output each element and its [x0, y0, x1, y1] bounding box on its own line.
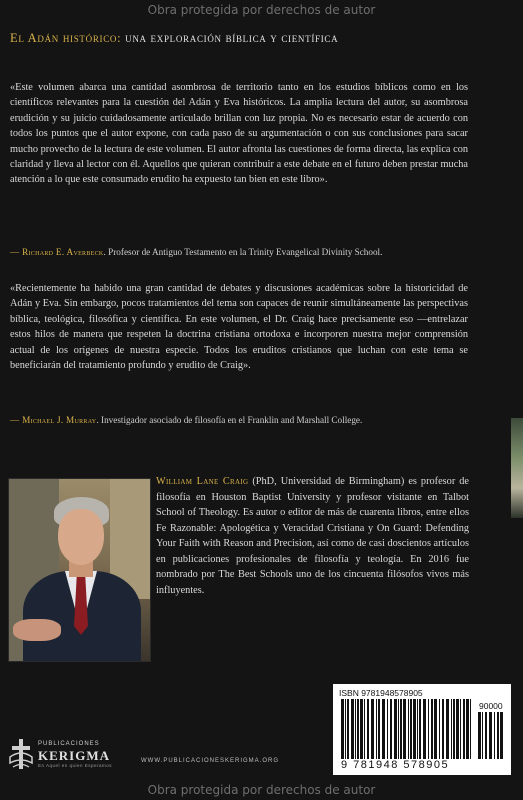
author-bio [156, 474, 469, 598]
endorsement-attribution-2 [10, 415, 480, 425]
author-photo [8, 478, 151, 662]
endorser-role: . Investigador asociado de filosofía en el Franklin and Marshall College. [96, 415, 363, 425]
author-name: William Lane Craig [156, 476, 249, 487]
publisher-emblem-icon [8, 737, 34, 771]
endorsement-attribution-1 [10, 247, 480, 257]
addon-barcode-bars [478, 712, 506, 759]
endorsement-quote-2: «Recientemente ha habido una gran cantidad de debates y discusiones académicas sobre la historicidad de Adán y Eva. Sin embargo, pocos tratamientos del tema son capaces de reunir simultáneamente las perspectivas bíblica, teológica, filosófica y científica. En este volumen, el Dr. Craig hace precisamente eso —entrelazar estos hilos de manera que respeten la doctrina cristiana ortodoxa e incorporen nuestra mejor comprensión actual de los orígenes de nuestra especie. Todos los eruditos cristianos que luchan con este tema se beneficiarán del tratamiento profundo y erudito de Craig». [10, 283, 468, 372]
publisher-logo [8, 737, 34, 776]
copyright-watermark-top: Obra protegida por derechos de autor [147, 3, 376, 17]
barcode-bars [341, 699, 473, 759]
title-part-main: El Adán histórico: [10, 31, 122, 45]
barcode-digits: 9 781948 578905 [341, 759, 450, 771]
publisher-name: KERIGMA [38, 748, 110, 763]
author-bio-text: (PhD, Universidad de Birmingham) es profesor de filosofía en Houston Baptist University y profesor visitante en Talbot School of Theology. Es autor o editor de más de cuarenta libros, entre ellos Fe Razonable: Apologética y Veracidad Cristiana y On Guard: Defending Your Faith with Reason and Precision, así como de casi doscientos artículos en publicaciones profesionales de filosofía y teología. En 2016 fue nombrado por The Best Schools uno de los cincuenta filósofos vivos más influyentes. [156, 476, 469, 596]
title-part-subtitle: una exploración bíblica y científica [121, 31, 339, 45]
endorser-name: — Richard E. Averbeck [10, 247, 104, 257]
copyright-watermark-bottom: Obra protegida por derechos de autor [147, 783, 376, 797]
book-title [10, 31, 338, 46]
endorsement-quote-1: «Este volumen abarca una cantidad asombrosa de territorio tanto en los estudios bíblicos como en los científicos relevantes para la cuestión del Adán y Eva históricos. La amplia lectura del autor, su asombrosa erudición y su juicio cuidadosamente articulado brillan con luz propia. No es necesario estar de acuerdo con todos los puntos que el autor expone, con cada paso de su argumentación o con sus conclusiones para sacar mucho provecho de la lectura de este volumen. El autor afronta las cuestiones de forma directa, las explica con claridad y lleva al lector con él. Aquellos que quieran contribuir a este debate en el futuro deben prestar mucha atención a lo que este consumado erudito ha expuesto tan bien en este libro». [10, 82, 468, 186]
isbn-barcode [333, 684, 511, 775]
endorser-role: . Profesor de Antiguo Testamento en la Trinity Evangelical Divinity School. [103, 247, 383, 257]
cover-edge-image [511, 418, 523, 518]
price-code: 90000 [479, 701, 503, 711]
publisher-label: PUBLICACIONES [38, 741, 100, 747]
publisher-website: WWW.PUBLICACIONESKERIGMA.ORG [141, 758, 280, 764]
endorser-name: — Michael J. Murray [10, 415, 97, 425]
publisher-tagline: En Aquel en quien Esperamos [38, 763, 113, 768]
isbn-label: ISBN 9781948578905 [339, 688, 423, 698]
